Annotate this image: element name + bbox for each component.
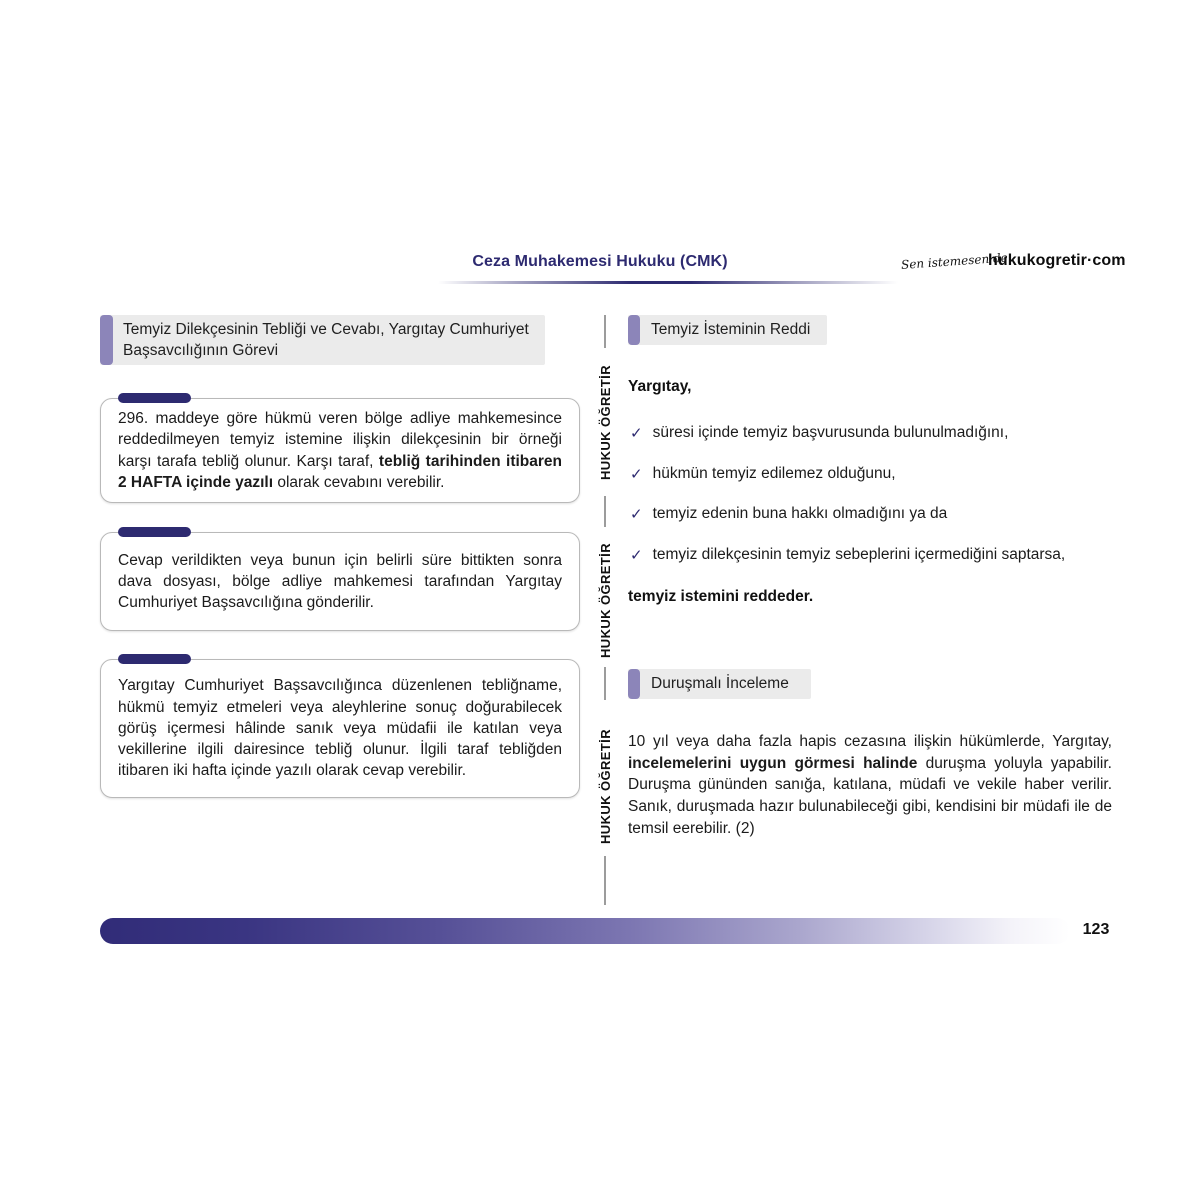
check-list-item xyxy=(630,465,1114,483)
title-accent-bar xyxy=(628,315,640,345)
page-title: Ceza Muhakemesi Hukuku (CMK) xyxy=(472,253,728,270)
section-title-left xyxy=(100,315,545,365)
check-item-text: temyiz edenin buna hakkı olmadığını ya da xyxy=(652,505,948,522)
box-tab-icon xyxy=(118,654,191,664)
brand-logo: hukukogretir·com xyxy=(988,252,1126,269)
check-list-item xyxy=(630,546,1114,564)
durusmali-paragraph: 10 yıl veya daha fazla hapis cezasına ilişkin hükümlerde, Yargıtay, incelemelerini uygun görmesi halinde duruşma yoluyla yapabilir. Duruşma gününden sanığa, katılana, müdafi ve vekile haber verilir. Sanık, duruşmada hazır bulunabileceği gibi, kendisini bir müdafi ile de temsil eerebilir. (2) xyxy=(628,733,1112,837)
check-list-item xyxy=(630,505,1114,523)
watermark-hukuk-ogretir: HUKUK ÖĞRETİR xyxy=(597,728,613,844)
rule-box-1 xyxy=(100,398,580,503)
brand-slogan: Sen istemesen de xyxy=(900,250,1009,272)
footer-gradient-bar xyxy=(100,918,1070,944)
rule-box-3 xyxy=(100,659,580,798)
rule-box-1-text: 296. maddeye göre hükmü veren bölge adliye mahkemesince reddedilmeyen temyiz istemine ilişkin dilekçesinin bir örneği karşı tarafa tebliğ olunur. Karşı taraf, tebliğ tarihinden itibaren 2 HAFTA içinde yazılı olarak cevabını verebilir. xyxy=(118,410,562,491)
check-item-text: temyiz dilekçesinin temyiz sebeplerini içermediğini saptarsa, xyxy=(652,546,1066,563)
section-title-text: Temyiz İsteminin Reddi xyxy=(651,321,811,339)
box-tab-icon xyxy=(118,393,191,403)
section-title-text: Duruşmalı İnceleme xyxy=(651,675,789,693)
section-title-text: Temyiz Dilekçesinin Tebliği ve Cevabı, Yargıtay Cumhuriyet Başsavcılığının Görevi xyxy=(123,320,529,359)
section-title-durusmali xyxy=(628,669,811,699)
title-accent-bar xyxy=(628,669,640,699)
list-conclusion: temyiz istemini reddeder. xyxy=(628,588,814,605)
page-number: 123 xyxy=(1082,921,1110,938)
header-underline xyxy=(438,281,898,284)
box-tab-icon xyxy=(118,527,191,537)
watermark-hukuk-ogretir: HUKUK ÖĞRETİR xyxy=(597,542,613,658)
list-intro: Yargıtay, xyxy=(628,378,692,395)
check-icon: ✓ xyxy=(630,424,643,442)
watermark-hukuk-ogretir: HUKUK ÖĞRETİR xyxy=(597,364,613,480)
check-icon: ✓ xyxy=(630,465,643,483)
divider-line xyxy=(604,856,606,905)
divider-line xyxy=(604,315,606,348)
check-icon: ✓ xyxy=(630,546,643,564)
rule-box-2-text: Cevap verildikten veya bunun için belirli süre bittikten sonra dava dosyası, bölge adliye mahkemesi tarafından Yargıtay Cumhuriyet Başsavcılığına gönderilir. xyxy=(118,551,562,612)
check-item-text: süresi içinde temyiz başvurusunda bulunulmadığını, xyxy=(652,424,1009,441)
check-icon: ✓ xyxy=(630,505,643,523)
divider-line xyxy=(604,496,606,527)
rule-box-2 xyxy=(100,532,580,631)
check-item-text: hükmün temyiz edilemez olduğunu, xyxy=(652,465,896,482)
title-accent-bar xyxy=(100,315,113,365)
rule-box-3-text: Yargıtay Cumhuriyet Başsavcılığınca düzenlenen tebliğname, hükmü temyiz etmeleri veya aleyhlerine sonuç doğurabilecek görüş içermesi hâlinde sanık veya müdafii ile katılan veya vekillerine ilgili dairesince tebliğ olunur. İlgili taraf tebliğden itibaren iki hafta içinde yazılı olarak cevap verebilir. xyxy=(118,677,562,780)
section-title-reddi xyxy=(628,315,827,345)
divider-line xyxy=(604,667,606,700)
check-list-item xyxy=(630,424,1114,442)
